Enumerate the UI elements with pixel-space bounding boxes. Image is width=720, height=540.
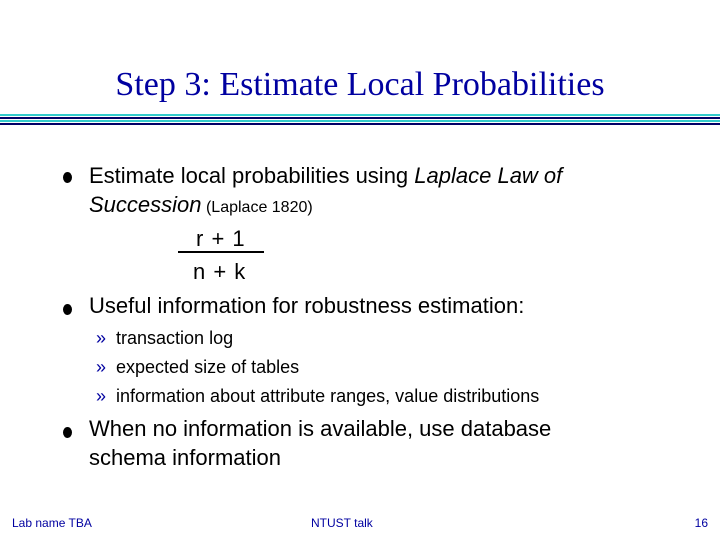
bullet-marker <box>63 172 72 183</box>
bullet-3-text: When no information is available, use database <box>89 416 552 441</box>
bullet-text-continued <box>89 190 313 223</box>
title-rule-teal-1 <box>0 114 720 116</box>
bullet-1-law-name: Laplace Law of <box>414 163 563 188</box>
sub-item-marker: » <box>96 386 107 406</box>
slide-title: Step 3: Estimate Local Probabilities <box>115 66 605 103</box>
title-rule-navy-1 <box>0 117 720 119</box>
bullet-marker <box>63 304 72 315</box>
sub-item <box>96 355 299 379</box>
sub-item-text: information about attribute ranges, value distributions <box>116 386 540 406</box>
formula-numerator: r + 1 <box>196 226 246 251</box>
bullet-1-citation: (Laplace 1820) <box>201 199 313 216</box>
title-rule-navy-2 <box>0 123 720 125</box>
title-rule-teal-2 <box>0 120 720 122</box>
sub-item-text: transaction log <box>116 328 234 348</box>
bullet-1-law-name-continued: Succession <box>89 192 202 217</box>
sub-item-text: expected size of tables <box>116 357 300 377</box>
bullet-2-text: Useful information for robustness estimation: <box>89 293 525 318</box>
bullet-text <box>89 161 562 191</box>
footer-center: NTUST talk <box>311 516 373 530</box>
sub-item-marker: » <box>96 328 107 348</box>
formula-fraction-bar <box>178 251 264 253</box>
sub-item-marker: » <box>96 357 107 377</box>
formula-denominator: n + k <box>193 259 247 284</box>
bullet-marker <box>63 427 72 438</box>
sub-item <box>96 326 233 350</box>
bullet-1-text: Estimate local probabilities using <box>89 163 415 188</box>
page-number: 16 <box>694 516 708 530</box>
sub-item <box>96 384 539 408</box>
bullet-3-text-continued: schema information <box>89 445 281 470</box>
footer-left: Lab name TBA <box>12 516 92 530</box>
